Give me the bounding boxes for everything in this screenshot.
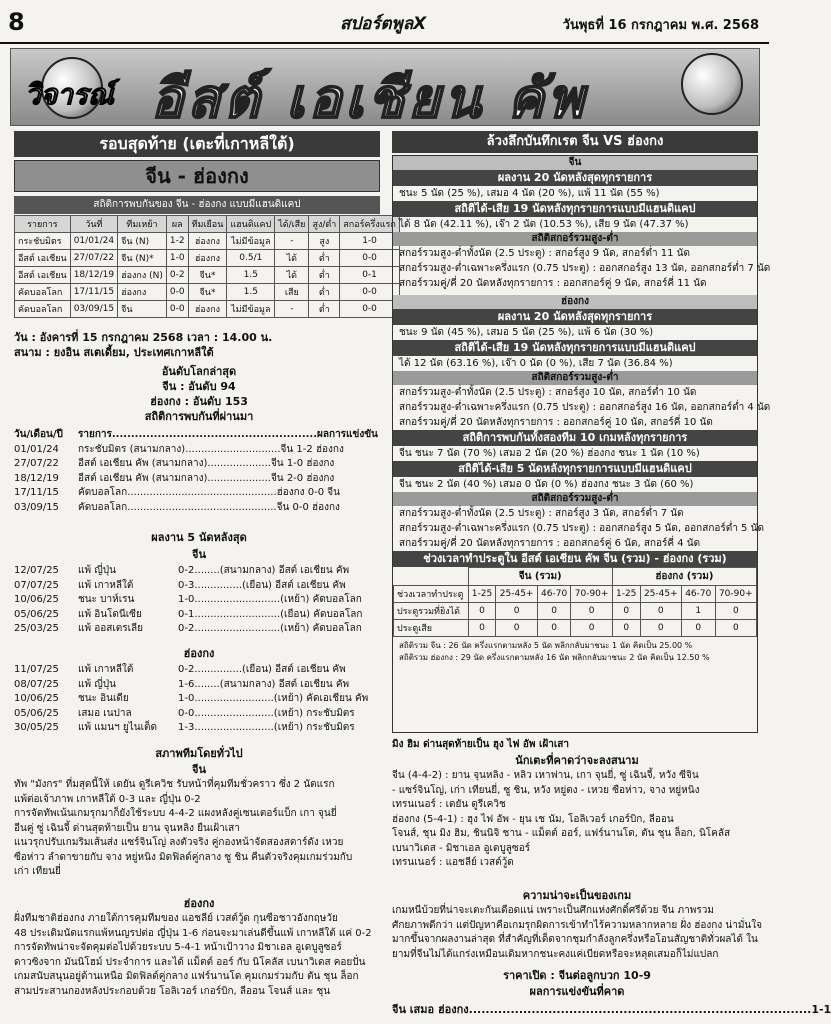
goal-time-cell: 0	[640, 603, 681, 620]
hk-ou-2: สกอร์รวมสูง-ต่ำเฉพาะครึ่งแรก (0.75 ประตู) : ออกสกอร์สูง 16 นัด, ออกสกอร์ต่ำ 4 นัด	[399, 402, 771, 413]
list-item	[14, 564, 384, 579]
goal-time-cell: 0	[496, 603, 537, 620]
issue-date: วันพุธที่ 16 กรกฎาคม พ.ศ. 2568	[562, 18, 759, 33]
goal-time-cell: 0	[640, 620, 681, 637]
prediction-title: ผลการแข่งขันที่คาด	[529, 985, 625, 998]
last5-title: ผลงาน 5 นัดหลังสุด	[151, 531, 247, 544]
probability-line: มากขึ้นจากผลงานล่าสุด ที่สำคัญที่เด็ดจากชุมกำลังลูกครึ่งหรือโอนสัญชาติทั่วผลได้ ใน	[392, 934, 758, 945]
goal-time-note-china: สถิติรวม จีน : 26 นัด ครึ่งแรกตามหลัง 5 นัด พลิกกลับมาชนะ 1 นัด คิดเป็น 25.00 %	[399, 641, 693, 650]
past-col-date: วัน/เดือน/ปี	[14, 429, 63, 440]
h2h-cell: 0-0	[340, 301, 400, 318]
form-opponent: เสมอ เนปาล	[78, 707, 132, 719]
past-col-event: รายการ......................................................ผลการแข่งขัน	[78, 429, 378, 440]
form-opponent: แพ้ ออสเตรเลีย	[78, 623, 144, 634]
goal-time-col-header: 1-25	[612, 586, 640, 603]
form-date: 08/07/25	[14, 678, 59, 690]
h2h-cell: ต่ำ	[309, 301, 340, 318]
h2h-cell: 1-0	[166, 250, 188, 267]
match-venue: สนาม : ยงอิน สเตเดี้ยม, ประเทศเกาหลีใต้	[14, 346, 214, 359]
h2h-cell: ต่ำ	[309, 250, 340, 267]
goal-time-col-header: 25-45+	[496, 586, 537, 603]
form-opponent: แพ้ อินโดนีเซีย	[78, 608, 142, 620]
goal-time-col-header: 46-70	[537, 586, 571, 603]
h2h-cell: ฮ่องกง	[118, 284, 167, 301]
table-row	[15, 267, 400, 284]
last5-china-label: จีน	[192, 548, 206, 561]
h2h-cell: 0.5/1	[227, 250, 275, 267]
china-ou-2: สกอร์รวมสูง-ต่ำเฉพาะครึ่งแรก (0.75 ประตู) : ออกสกอร์สูง 13 นัด, ออกสกอร์ต่ำ 7 นัด	[399, 263, 771, 274]
form-date: 30/05/25	[14, 722, 59, 733]
football-right-icon	[681, 53, 743, 115]
h2h-cell: 0-0	[340, 250, 400, 267]
h2h-cell: จีน	[118, 301, 167, 318]
hk-ou-title: สถิติสกอร์รวมสูง-ต่ำ	[393, 371, 757, 385]
goal-time-cell: 0	[571, 603, 612, 620]
ranking-title: อันดับโลกล่าสุด	[161, 365, 237, 378]
form-opponent: ชนะ บาห์เรน	[78, 594, 135, 605]
table-row	[394, 603, 757, 620]
hk-ou-1: สกอร์รวมสูง-ต่ำทั้งนัด (2.5 ประตู) : สกอร์สูง 10 นัด, สกอร์ต่ำ 10 นัด	[399, 387, 697, 398]
goal-time-title: ช่วงเวลาทำประตูใน อีสต์ เอเชียน คัพ จีน (รวม) - ฮ่องกง (รวม)	[393, 551, 757, 567]
form-score: 1-0.........................(เหย้า) คัดเอเชียน คัพ	[178, 693, 369, 704]
goal-time-col-header: 46-70	[681, 586, 715, 603]
h2h-cell: อีสต์ เอเชียน	[15, 267, 71, 284]
goal-time-cell: 0	[468, 620, 496, 637]
goal-time-col-header: 1-25	[468, 586, 496, 603]
form-opponent: แพ้ เกาหลีใต้	[78, 664, 134, 675]
form-opponent: แพ้ เกาหลีใต้	[78, 579, 134, 591]
predicted-result: จีน เสมอ ฮ่องกง..................................................................................1-1	[392, 1003, 831, 1016]
lineup-line: เทรนเนอร์ : เดยัน ดูรีเควิช	[392, 799, 506, 810]
past-event: อีสต์ เอเชียน คัพ (สนามกลาง)....................จีน 1-0 ฮ่องกง	[78, 458, 335, 469]
h2h5-handicap-title: สถิติได้-เสีย 5 นัดหลังทุกรายการแบบมีแฮนดิแคป	[393, 461, 757, 477]
h2h-cell: กระชับมิตร	[15, 233, 71, 250]
goal-time-china-head: จีน (รวม)	[468, 568, 612, 586]
overview-line: การจัดทัพน่าจะจัดคุมต่อไปด้วยระบบ 5-4-1 หน้าเป้าวาง มิชาเอล อูเดบูลูซอร์	[14, 942, 342, 953]
h2h-col-header: สูง/ต่ำ	[309, 216, 340, 233]
page-header	[0, 0, 769, 44]
last5-hk-list	[14, 663, 384, 736]
h2h-cell: จีน*	[188, 267, 227, 284]
match-datetime: วัน : อังคารที่ 15 กรกฎาคม 2568 เวลา : 14.00 น.	[14, 331, 273, 344]
goal-time-cell: 0	[496, 620, 537, 637]
h2h-col-header: ทีมเหย้า	[118, 216, 167, 233]
publication-logo: สปอร์ตพูลX	[340, 14, 427, 34]
h2h-cell: 0-0	[166, 301, 188, 318]
list-item	[14, 721, 384, 736]
h2h-col-header: แฮนดิแคป	[227, 216, 275, 233]
overview-line: ทัพ "มังกร" ที่มสุดนี้ให้ เดยัน ดูรีเควิช รับหน้าที่คุมทีมชั่วคราว ซึ่ง 2 นัดแรก	[14, 779, 335, 790]
past-event: คัดบอลโลก...............................................จีน 0-0 ฮ่องกง	[78, 501, 340, 513]
goal-time-note-hk: สถิติรวม ฮ่องกง : 29 นัด ครึ่งแรกตามหลัง 16 นัด พลิกกลับมาชนะ 2 นัด คิดเป็น 12.50 %	[399, 653, 710, 662]
h2h-col-header: ผล	[166, 216, 188, 233]
overview-line: แพ้ต่อเจ้าภาพ เกาหลีใต้ 0-3 และ ญี่ปุ่น 0-2	[14, 793, 201, 805]
list-item	[14, 579, 384, 594]
h2h-col-header: สกอร์ครึ่งแรก	[340, 216, 400, 233]
china-stats-head: จีน	[393, 156, 757, 170]
overview-line: เก่า เทียนยี่	[14, 866, 61, 877]
h2h-ou-2: สกอร์รวมสูง-ต่ำเฉพาะครึ่งแรก (0.75 ประตู) : ออกสกอร์สูง 5 นัด, ออกสกอร์ต่ำ 5 นัด	[399, 523, 764, 534]
form-date: 25/03/25	[14, 623, 59, 634]
china-ou-title: สถิติสกอร์รวมสูง-ต่ำ	[393, 232, 757, 246]
h2h-cell: จีน (N)*	[118, 250, 167, 267]
table-row	[15, 250, 400, 267]
overview-china-label: จีน	[192, 763, 206, 776]
goal-time-cell: 0	[715, 603, 756, 620]
h2h-col-header: ทีมเยือน	[188, 216, 227, 233]
h2h-table	[14, 215, 400, 318]
past-date: 03/09/15	[14, 501, 59, 513]
h2h-cell: คัดบอลโลก	[15, 284, 71, 301]
review-label: วิจารณ์	[25, 78, 114, 111]
h2h-cell: -	[275, 301, 309, 318]
form-date: 10/06/25	[14, 693, 59, 704]
form-score: 0-3...............(เยือน) อีสต์ เอเชียน คัพ	[178, 579, 346, 591]
goal-time-hk-head: ฮ่องกง (รวม)	[612, 568, 756, 586]
h2h5-handicap: จีน ชนะ 2 นัด (40 %) เสมอ 0 นัด (0 %) ฮ่องกง ชนะ 3 นัด (60 %)	[399, 479, 694, 490]
h2h-cell: ต่ำ	[309, 284, 340, 301]
past-event: อีสต์ เอเชียน คัพ (สนามกลาง)....................จีน 2-0 ฮ่องกง	[78, 472, 335, 484]
list-item	[14, 608, 384, 623]
goal-time-cell: ประตูเสีย	[394, 620, 469, 637]
h2h-ou-3: สกอร์รวมคู่/คี่ 20 นัดหลังทุกรายการ : ออกสกอร์คู่ 6 นัด, สกอร์คี่ 4 นัด	[399, 538, 701, 549]
overview-china-text	[14, 778, 384, 880]
goal-time-cell: 1	[681, 603, 715, 620]
china-handicap: ได้ 8 นัด (42.11 %), เจ๊า 2 นัด (10.53 %), เสีย 9 นัด (47.37 %)	[399, 219, 689, 230]
past-date: 18/12/19	[14, 472, 59, 484]
h2h10-result: จีน ชนะ 7 นัด (70 %) เสมอ 2 นัด (20 %) ฮ่องกง ชนะ 1 นัด (10 %)	[399, 448, 700, 459]
goalkeeper-note: มิง ฮิม ด่านสุดท้ายเป็น ฮุง ไฟ อัพ เฝ้าเสา	[392, 739, 569, 750]
h2h-cell: คัดบอลโลก	[15, 301, 71, 318]
form-score: 1-0...........................(เหย้า) คัดบอลโลก	[178, 594, 362, 605]
h2h-cell: 0-0	[340, 284, 400, 301]
past-meetings-list	[14, 428, 384, 515]
probability-line: ยามที่จีนไม่ได้แกร่งเหมือนเดิมหากชนะคงแค่เบียดหรือจะหลุดเสมอก็ไม่แปลก	[392, 948, 719, 960]
goal-time-cell: 0	[681, 620, 715, 637]
overview-line: ซือห่าว ลำดาขายกับ จาง หยู่หนิง มิดฟิลด์คู่กลาง ซู ชิน คืนตัวจริงคุมเกมร่วมกับ	[14, 851, 353, 863]
h2h-cell: ได้	[275, 267, 309, 284]
past-date: 01/01/24	[14, 443, 59, 455]
lineup-line: โจนส์, ชุน มิง ฮิม, ชินนิจิ ชาน - แม็ตต์ ออร์, แฟร์นานโด, ตัน ชุน ล็อก, นิโคลัส	[392, 828, 731, 839]
table-row	[15, 301, 400, 318]
h2h-cell: 1-2	[166, 233, 188, 250]
ranking-hongkong: ฮ่องกง : อันดับ 153	[150, 395, 248, 408]
form-date: 11/07/25	[14, 664, 59, 675]
h2h-cell: 01/01/24	[70, 233, 117, 250]
lineup-line: - แซร์จินโญ่, เก่า เทียนยี่, ซู ชิน, หวัง หยู่ตง - เหวย ซือห่าว, จาง หยู่หนิง	[392, 784, 700, 796]
china-form: ชนะ 5 นัด (25 %), เสมอ 4 นัด (20 %), แพ้ 11 นัด (55 %)	[399, 188, 660, 199]
china-handicap-title: สถิติได้-เสีย 19 นัดหลังทุกรายการแบบมีแฮนดิแคป	[393, 201, 757, 217]
overview-line: ฝั่งทีมชาติฮ่องกง ภายใต้การคุมทีมของ แอชลีย์ เวสต์วู้ด กุนซือชาวอังกฤษวัย	[14, 913, 338, 924]
title-banner	[10, 48, 760, 130]
goal-time-table	[393, 567, 757, 637]
goal-time-col-header: 25-45+	[640, 586, 681, 603]
competition-title: อีสต์ เอเชียน คัพ	[151, 67, 588, 130]
h2h-table-title: สถิติการพบกันของ จีน - ฮ่องกง แบบมีแฮนดิแคป	[14, 196, 380, 214]
goal-time-cell: 0	[571, 620, 612, 637]
form-date: 07/07/25	[14, 579, 59, 591]
overview-title: สภาพทีมโดยทั่วไป	[155, 747, 243, 760]
form-score: 1-6........(สนามกลาง) อีสต์ เอเชียน คัพ	[178, 678, 350, 690]
h2h-cell: 1.5	[227, 284, 275, 301]
china-ou-3: สกอร์รวมคู่/คี่ 20 นัดหลังทุกรายการ : ออกสกอร์คู่ 9 นัด, สกอร์คี่ 11 นัด	[399, 278, 707, 289]
list-item	[14, 443, 384, 458]
form-score: 0-2...........................(เหย้า) คัดบอลโลก	[178, 623, 362, 634]
h2h-cell: เสีย	[275, 284, 309, 301]
h2h-cell: สูง	[309, 233, 340, 250]
list-item	[14, 457, 384, 472]
h2h-cell: ฮ่องกง	[188, 301, 227, 318]
h2h-cell: 17/11/15	[70, 284, 117, 301]
form-score: 0-0.........................(เหย้า) กระชับมิตร	[178, 707, 355, 719]
probability-title: ความน่าจะเป็นของเกม	[522, 889, 632, 902]
h2h-cell: จีน*	[188, 284, 227, 301]
h2h10-title: สถิติการพบกันทั้งสองทีม 10 เกมหลังทุกรายการ	[393, 430, 757, 446]
goal-time-cell: 0	[537, 603, 571, 620]
probability-line: ศักยภาพดีกว่า แต่ปัญหาคือเกมรุกผิดการเข้าทำไร้ความหลากหลาย ฝั่ง ฮ่องกง น่ามั่นใจ	[392, 919, 763, 931]
h2h-cell: 1-0	[340, 233, 400, 250]
h2h-cell: -	[275, 233, 309, 250]
past-event: คัดบอลโลก...............................................ฮ่องกง 0-0 จีน	[78, 487, 340, 498]
h2h-cell: 0-2	[166, 267, 188, 284]
hk-form: ชนะ 9 นัด (45 %), เสมอ 5 นัด (25 %), แพ้ 6 นัด (30 %)	[399, 327, 654, 338]
lineup-line: จีน (4-4-2) : ยาน จุนหลิง - หลิว เหาฟาน, เกา จุนยี่, ซู่ เฉินจี้, หวัง ซีจิน	[392, 770, 699, 781]
lineup-line: เบนาวิเดส - มิชาเอล อูเดบูลูซอร์	[392, 842, 531, 854]
h2h-cell: อีสต์ เอเชียน	[15, 250, 71, 267]
overview-line: แนวรุกปรับเกมริมเส้นส่ง แซร์จินโญ่ ลงตัวจริง คู่กองหน้าจัดสองสตาร์ดัง เหวย	[14, 837, 344, 848]
h2h-col-header: ได้/เสีย	[275, 216, 309, 233]
past-date: 17/11/15	[14, 487, 59, 498]
list-item	[14, 678, 384, 693]
list-item	[14, 501, 384, 516]
hk-ou-3: สกอร์รวมคู่/คี่ 20 นัดหลังทุกรายการ : ออกสกอร์คู่ 10 นัด, สกอร์คี่ 10 นัด	[399, 417, 713, 428]
list-item	[14, 472, 384, 487]
form-score: 0-2...............(เยือน) อีสต์ เอเชียน คัพ	[178, 664, 346, 675]
h2h-cell: ฮ่องกง	[188, 250, 227, 267]
hk-handicap-title: สถิติได้-เสีย 19 นัดหลังทุกรายการแบบมีแฮนดิแคป	[393, 340, 757, 356]
table-row	[15, 284, 400, 301]
probability-text	[392, 904, 762, 962]
probability-line: เกมหนีบ้วยที่น่าจะเตะกันเดือดแน่ เพราะเป็นศึกแห่งศักดิ์ศรีด้วย จีน ภาพรวม	[392, 905, 714, 916]
form-score: 0-1...........................(เยือน) คัดบอลโลก	[178, 608, 363, 620]
overview-hk-text	[14, 912, 384, 999]
stats-box	[392, 155, 771, 733]
form-opponent: แพ้ ญี่ปุ่น	[78, 565, 116, 576]
table-row	[394, 620, 757, 637]
match-info	[14, 330, 384, 360]
h2h-cell: ฮ่องกง (N)	[118, 267, 167, 284]
h2h-cell: ฮ่องกง	[188, 233, 227, 250]
past-event: กระชับมิตร (สนามกลาง)..............................จีน 1-2 ฮ่องกง	[78, 443, 344, 455]
last5-china-list	[14, 564, 384, 637]
form-opponent: ชนะ อินเดีย	[78, 693, 129, 704]
list-item	[14, 622, 384, 637]
past-meetings-title: สถิติการพบกันที่ผ่านมา	[144, 410, 254, 423]
goal-time-cell: 0	[612, 603, 640, 620]
h2h-col-header: วันที่	[70, 216, 117, 233]
lineup-line: เทรนเนอร์ : แอชลีย์ เวสต์วู้ด	[392, 857, 514, 868]
goal-time-col-header: 70-90+	[715, 586, 756, 603]
goal-time-cell: 0	[612, 620, 640, 637]
form-score: 1-3.........................(เหย้า) กระชับมิตร	[178, 722, 355, 733]
overview-hk-label: ฮ่องกง	[183, 897, 215, 910]
lineup-title: นักเตะที่คาดว่าจะลงสนาม	[515, 754, 639, 767]
china-ou-1: สกอร์รวมสูง-ต่ำทั้งนัด (2.5 ประตู) : สกอร์สูง 9 นัด, สกอร์ต่ำ 11 นัด	[399, 248, 690, 259]
list-item	[14, 663, 384, 678]
table-row	[15, 233, 400, 250]
overview-line: เกมสนับสนุนอยู่ด้านเหนือ มิดฟิลด์คู่กลาง แฟร์นานโด คุมเกมร่วมกับ ตัน ชุน ล็อก	[14, 971, 359, 982]
h2h-cell: ได้	[275, 250, 309, 267]
goal-time-col-header: 70-90+	[571, 586, 612, 603]
form-score: 0-2........(สนามกลาง) อีสต์ เอเชียน คัพ	[178, 565, 350, 576]
h2h-cell: 03/09/15	[70, 301, 117, 318]
form-date: 10/06/25	[14, 594, 59, 605]
goal-time-col-header: ช่วงเวลาทำประตู	[394, 586, 469, 603]
form-opponent: แพ้ ญี่ปุ่น	[78, 678, 116, 690]
opening-price: ราคาเปิด : จีนต่อลูกบวก 10-9	[503, 969, 651, 982]
stats-title: ล้วงลึกบันทึกเรต จีน VS ฮ่องกง	[392, 131, 758, 153]
h2h-ou-title: สถิติสกอร์รวมสูง-ต่ำ	[393, 492, 757, 506]
form-opponent: แพ้ แมนฯ ยูไนเต็ด	[78, 722, 158, 733]
overview-line: อีนคู่ ซู่ เฉินจี้ ด่านสุดท้ายเป็น ยาน จุนหลิง ยืนเฝ้าเสา	[14, 822, 240, 834]
last5-hk-label: ฮ่องกง	[183, 647, 215, 660]
hk-form-title: ผลงาน 20 นัดหลังสุดทุกรายการ	[393, 309, 757, 325]
h2h-col-header: รายการ	[15, 216, 71, 233]
china-form-title: ผลงาน 20 นัดหลังสุดทุกรายการ	[393, 170, 757, 186]
hk-handicap: ได้ 12 นัด (63.16 %), เจ๊า 0 นัด (0 %), เสีย 7 นัด (36.84 %)	[399, 358, 673, 369]
hk-stats-head: ฮ่องกง	[393, 295, 757, 309]
list-item	[14, 486, 384, 501]
world-ranking	[14, 364, 384, 424]
h2h-cell: ไม่มีข้อมูล	[227, 301, 275, 318]
goal-time-cell: 0	[537, 620, 571, 637]
h2h-cell: 0-0	[166, 284, 188, 301]
h2h-cell: 18/12/19	[70, 267, 117, 284]
h2h-cell: 1.5	[227, 267, 275, 284]
h2h-cell: 27/07/22	[70, 250, 117, 267]
overview-line: การจัดทัพเน้นเกมรุกมาก็ยังใช้ระบบ 4-4-2 แผงหลังคู่เซนเตอร์แบ็ก เกา จุนยี่	[14, 808, 337, 819]
overview-line: 48 ประเดิมนัดแรกแพ้หนญรปต่อ ญี่ปุ่น 1-6 ก่อนจะมาเล่นดีขึ้นแพ้ เกาหลีใต้ แค่ 0-2	[14, 927, 372, 939]
list-item	[14, 692, 384, 707]
past-date: 27/07/22	[14, 458, 59, 469]
h2h-cell: จีน (N)	[118, 233, 167, 250]
round-heading: รอบสุดท้าย (เตะที่เกาหลีใต้)	[14, 131, 380, 157]
goal-time-cell: ประตูรวมที่ยิงได้	[394, 603, 469, 620]
h2h-cell: ไม่มีข้อมูล	[227, 233, 275, 250]
lineup-line: ฮ่องกง (5-4-1) : ฮุง ไฟ อัพ - ยุน เช นัม, โอลิเวอร์ เกอร์บิก, ลีออน	[392, 813, 674, 825]
h2h-ou-1: สกอร์รวมสูง-ต่ำทั้งนัด (2.5 ประตู) : สกอร์สูง 3 นัด, สกอร์ต่ำ 7 นัด	[399, 508, 684, 519]
list-item	[14, 593, 384, 608]
lineup-text	[392, 769, 762, 871]
form-date: 12/07/25	[14, 565, 59, 576]
form-date: 05/06/25	[14, 608, 59, 620]
ranking-china: จีน : อันดับ 94	[162, 380, 236, 393]
overview-line: สามประสานกองหลังประกอบด้วย โอลิเวอร์ เกอร์บิก, ลีออน โจนส์ และ ชุน	[14, 985, 331, 997]
goal-time-cell: 0	[715, 620, 756, 637]
h2h-cell: ต่ำ	[309, 267, 340, 284]
list-item	[14, 707, 384, 722]
page-number: 8	[8, 8, 25, 36]
form-date: 05/06/25	[14, 707, 59, 719]
match-title: จีน - ฮ่องกง	[14, 160, 380, 192]
goal-time-cell: 0	[468, 603, 496, 620]
overview-line: ดาวซิงจาก มันนิโฮม์ ประจำการ และได้ แม็ตต์ ออร์ กับ นิโคลัส เบนาวิเดส คอยปั่น	[14, 956, 366, 968]
h2h-cell: 0-1	[340, 267, 400, 284]
